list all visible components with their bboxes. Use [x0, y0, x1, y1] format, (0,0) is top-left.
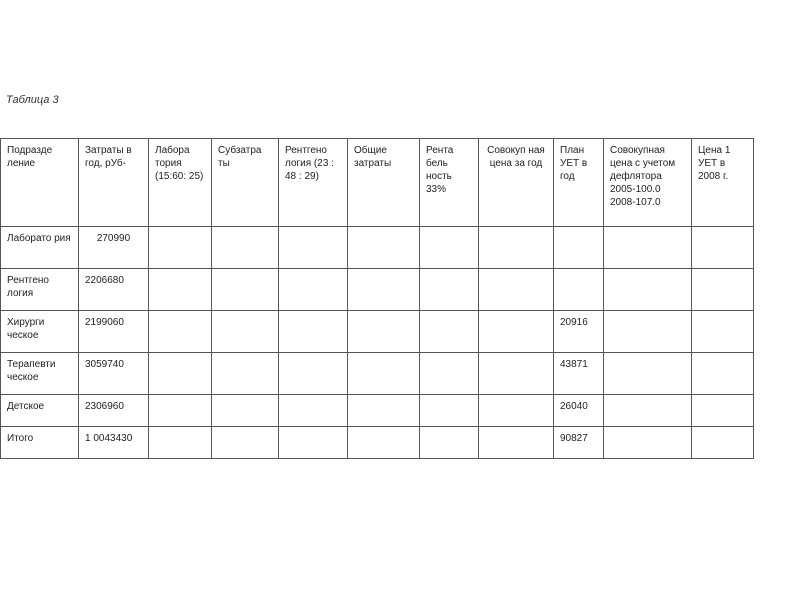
empty-cell	[479, 227, 554, 269]
department-cell: Рентгено логия	[1, 269, 79, 311]
empty-cell	[604, 269, 692, 311]
empty-cell	[420, 269, 479, 311]
plan-uet-cell: 20916	[554, 311, 604, 353]
header-cell-total-costs: Общие затраты	[348, 139, 420, 227]
annual-cost-cell: 2199060	[79, 311, 149, 353]
empty-cell	[604, 353, 692, 395]
empty-cell	[149, 395, 212, 427]
empty-cell	[279, 395, 348, 427]
data-table	[0, 138, 754, 459]
empty-cell	[149, 353, 212, 395]
empty-cell	[348, 395, 420, 427]
empty-cell	[149, 269, 212, 311]
header-cell-profitability: Рента бель ность 33%	[420, 139, 479, 227]
empty-cell	[279, 269, 348, 311]
table-row	[1, 311, 754, 353]
department-cell: Терапевти ческое	[1, 353, 79, 395]
empty-cell	[212, 353, 279, 395]
plan-uet-cell: 43871	[554, 353, 604, 395]
plan-uet-cell	[554, 227, 604, 269]
empty-cell	[692, 353, 754, 395]
empty-cell	[604, 227, 692, 269]
annual-cost-cell: 1 0043430	[79, 427, 149, 459]
empty-cell	[348, 427, 420, 459]
empty-cell	[692, 269, 754, 311]
empty-cell	[420, 227, 479, 269]
empty-cell	[479, 269, 554, 311]
annual-cost-cell: 2306960	[79, 395, 149, 427]
table-row	[1, 227, 754, 269]
empty-cell	[212, 227, 279, 269]
header-cell-plan-uet: План УЕТ в год	[554, 139, 604, 227]
annual-cost-cell: 2206680	[79, 269, 149, 311]
empty-cell	[420, 311, 479, 353]
table-row	[1, 353, 754, 395]
header-cell-department: Подразде ление	[1, 139, 79, 227]
header-cell-aggregate-price: Совокуп ная цена за год	[479, 139, 554, 227]
table-row	[1, 395, 754, 427]
empty-cell	[348, 269, 420, 311]
empty-cell	[479, 427, 554, 459]
department-cell: Хирурги ческое	[1, 311, 79, 353]
empty-cell	[149, 227, 212, 269]
empty-cell	[149, 311, 212, 353]
empty-cell	[479, 311, 554, 353]
empty-cell	[479, 353, 554, 395]
empty-cell	[692, 395, 754, 427]
empty-cell	[212, 427, 279, 459]
empty-cell	[692, 427, 754, 459]
header-cell-uet-price-2008: Цена 1 УЕТ в 2008 г.	[692, 139, 754, 227]
empty-cell	[212, 269, 279, 311]
empty-cell	[604, 427, 692, 459]
table-row	[1, 269, 754, 311]
empty-cell	[420, 395, 479, 427]
empty-cell	[212, 395, 279, 427]
empty-cell	[279, 353, 348, 395]
table-row-total	[1, 427, 754, 459]
empty-cell	[604, 395, 692, 427]
header-cell-radiology: Рентгено логия (23 : 48 : 29)	[279, 139, 348, 227]
header-cell-annual-cost: Затраты в год, рУб-	[79, 139, 149, 227]
empty-cell	[479, 395, 554, 427]
department-cell: Детское	[1, 395, 79, 427]
empty-cell	[348, 227, 420, 269]
empty-cell	[348, 311, 420, 353]
plan-uet-cell	[554, 269, 604, 311]
header-row	[1, 139, 754, 227]
empty-cell	[279, 427, 348, 459]
empty-cell	[279, 227, 348, 269]
empty-cell	[604, 311, 692, 353]
empty-cell	[279, 311, 348, 353]
empty-cell	[692, 227, 754, 269]
annual-cost-cell: 270990	[79, 227, 149, 269]
empty-cell	[348, 353, 420, 395]
department-cell: Лаборато рия	[1, 227, 79, 269]
plan-uet-cell: 26040	[554, 395, 604, 427]
header-cell-deflator-price: Совокупная цена с учетом дефлятора 2005-100.0 2008-107.0	[604, 139, 692, 227]
annual-cost-cell: 3059740	[79, 353, 149, 395]
empty-cell	[692, 311, 754, 353]
header-cell-laboratory: Лабора тория (15:60: 25)	[149, 139, 212, 227]
empty-cell	[212, 311, 279, 353]
header-cell-subcosts: Субзатра ты	[212, 139, 279, 227]
empty-cell	[420, 427, 479, 459]
empty-cell	[149, 427, 212, 459]
department-cell: Итого	[1, 427, 79, 459]
table-caption: Таблица 3	[6, 94, 59, 106]
empty-cell	[420, 353, 479, 395]
plan-uet-cell: 90827	[554, 427, 604, 459]
